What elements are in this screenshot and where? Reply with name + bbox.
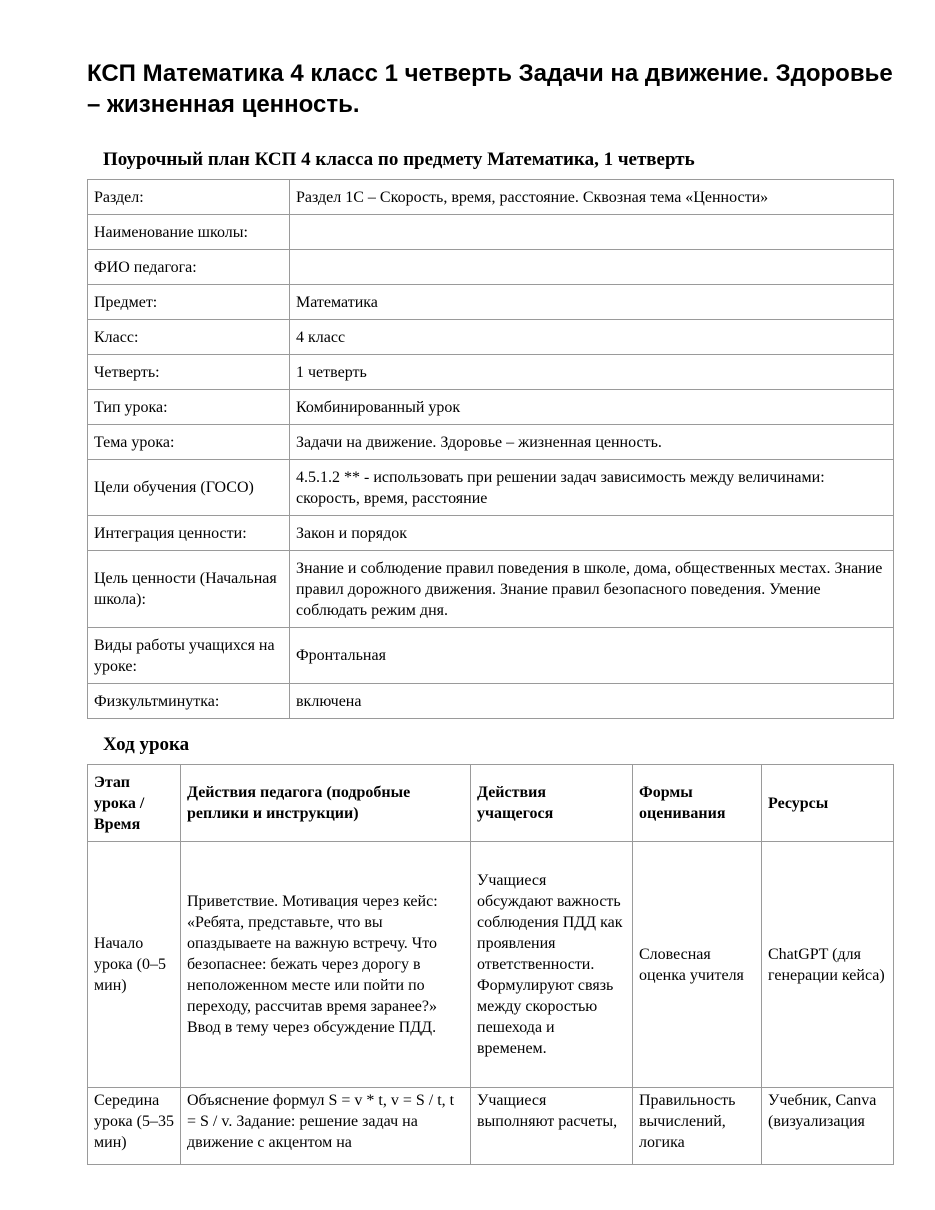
info-value: Фронтальная [290, 628, 894, 684]
assessment-cell: Словесная оценка учителя [633, 842, 762, 1088]
info-label: Четверть: [88, 355, 290, 390]
info-value: Комбинированный урок [290, 390, 894, 425]
header-student-actions: Действия учащегося [471, 765, 633, 842]
teacher-actions-cell: Приветствие. Мотивация через кейс: «Ребята, представьте, что вы опаздываете на важную встречу. Что безопаснее: бежать через дорогу в неположенном месте или пойти по переходу, рассчитав время заранее?» Ввод в тему через обсуждение ПДД. [181, 842, 471, 1088]
info-row [88, 516, 894, 551]
info-row [88, 390, 894, 425]
lesson-row [88, 1088, 894, 1165]
info-label: Физкультминутка: [88, 684, 290, 719]
header-assessment: Формы оценивания [633, 765, 762, 842]
stage-cell: Начало урока (0–5 мин) [88, 842, 181, 1088]
student-actions-cell: Учащиеся выполняют расчеты, [471, 1088, 633, 1165]
info-label: ФИО педагога: [88, 250, 290, 285]
info-label: Класс: [88, 320, 290, 355]
info-row [88, 250, 894, 285]
info-label: Тип урока: [88, 390, 290, 425]
header-stage: Этап урока / Время [88, 765, 181, 842]
info-row [88, 285, 894, 320]
info-label: Наименование школы: [88, 215, 290, 250]
info-value [290, 250, 894, 285]
header-teacher-actions: Действия педагога (подробные реплики и инструкции) [181, 765, 471, 842]
info-row [88, 355, 894, 390]
info-value: 1 четверть [290, 355, 894, 390]
stage-cell: Середина урока (5–35 мин) [88, 1088, 181, 1165]
assessment-cell: Правильность вычислений, логика [633, 1088, 762, 1165]
info-label: Виды работы учащихся на уроке: [88, 628, 290, 684]
info-value: Знание и соблюдение правил поведения в школе, дома, общественных местах. Знание правил дорожного движения. Знание правил безопасного поведения. Умение соблюдать режим дня. [290, 551, 894, 628]
lesson-info-table [87, 179, 894, 719]
info-row [88, 551, 894, 628]
info-value [290, 215, 894, 250]
info-label: Цели обучения (ГОСО) [88, 460, 290, 516]
lesson-flow-heading: Ход урока [103, 734, 190, 755]
info-row [88, 425, 894, 460]
lesson-flow-table [87, 764, 894, 1165]
lesson-row [88, 842, 894, 1088]
info-label: Предмет: [88, 285, 290, 320]
info-row [88, 215, 894, 250]
info-value: Закон и порядок [290, 516, 894, 551]
info-value: 4 класс [290, 320, 894, 355]
info-label: Раздел: [88, 180, 290, 215]
info-row [88, 180, 894, 215]
info-row [88, 684, 894, 719]
info-value: Раздел 1С – Скорость, время, расстояние. Сквозная тема «Ценности» [290, 180, 894, 215]
info-row [88, 628, 894, 684]
document-title: КСП Математика 4 класс 1 четверть Задачи на движение. Здоровье – жизненная ценность. [87, 60, 893, 118]
info-label: Интеграция ценности: [88, 516, 290, 551]
info-label: Тема урока: [88, 425, 290, 460]
info-value: 4.5.1.2 ** - использовать при решении задач зависимость между величинами: скорость, время, расстояние [290, 460, 894, 516]
teacher-actions-cell: Объяснение формул S = v * t, v = S / t, t = S / v. Задание: решение задач на движение с акцентом на [181, 1088, 471, 1165]
info-value: включена [290, 684, 894, 719]
resources-cell: Учебник, Canva (визуализация [762, 1088, 894, 1165]
plan-heading: Поурочный план КСП 4 класса по предмету Математика, 1 четверть [103, 149, 695, 170]
header-resources: Ресурсы [762, 765, 894, 842]
info-row [88, 460, 894, 516]
resources-cell: ChatGPT (для генерации кейса) [762, 842, 894, 1088]
info-label: Цель ценности (Начальная школа): [88, 551, 290, 628]
info-value: Задачи на движение. Здоровье – жизненная ценность. [290, 425, 894, 460]
info-value: Математика [290, 285, 894, 320]
lesson-header-row [88, 765, 894, 842]
info-row [88, 320, 894, 355]
student-actions-cell: Учащиеся обсуждают важность соблюдения ПДД как проявления ответственности. Формулируют связь между скоростью пешехода и временем. [471, 842, 633, 1088]
